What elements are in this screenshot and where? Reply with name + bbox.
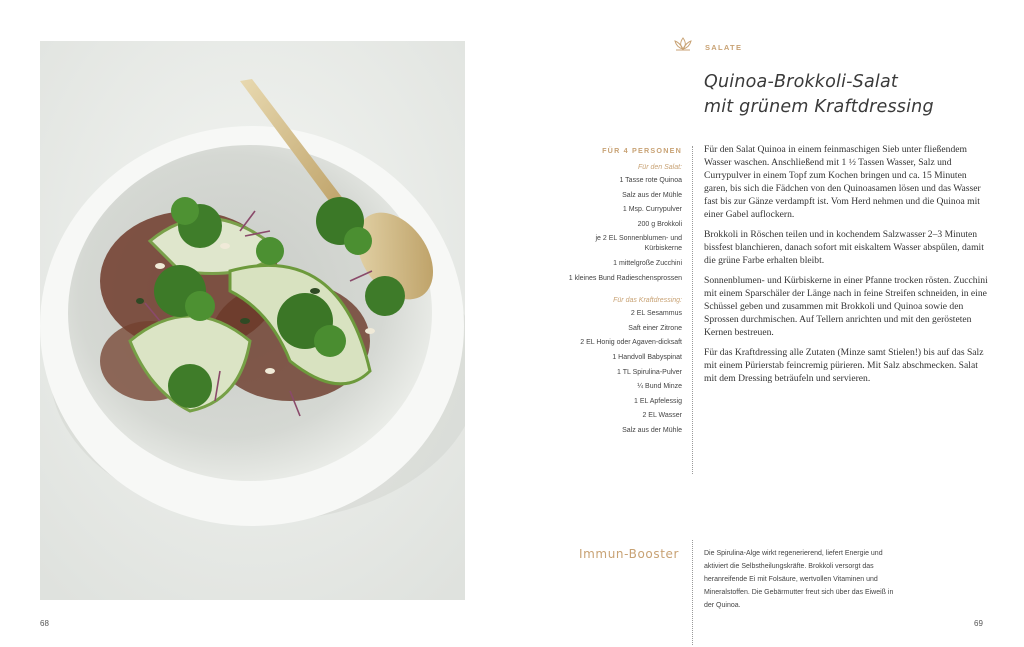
ingredient-item: Saft einer Zitrone bbox=[628, 324, 682, 332]
ingredient-item: Salz aus der Mühle bbox=[622, 426, 682, 434]
ingredient-item: je 2 EL Sonnenblumen- und Kürbiskerne bbox=[595, 235, 682, 253]
ingredient-item: 1 kleines Bund Radieschensprossen bbox=[568, 274, 682, 282]
salad-photo bbox=[40, 41, 465, 600]
ingredient-item: 2 EL Honig oder Agaven-dicksaft bbox=[580, 339, 682, 347]
page-number-right: 69 bbox=[974, 619, 983, 628]
instruction-paragraph: Brokkoli in Röschen teilen und in kochendem Salzwasser 2–3 Minuten bissfest blanchieren, danach sofort mit eiskaltem Wasser abspülen, damit die grüne Farbe erhalten bleibt. bbox=[704, 229, 984, 266]
ingredient-item: 2 EL Sesammus bbox=[630, 310, 682, 318]
title-line-2: mit grünem Kraftdressing bbox=[704, 97, 934, 117]
ingredient-item: ¼ Bund Minze bbox=[637, 383, 682, 391]
ingredient-item: 1 EL Apfelessig bbox=[634, 397, 682, 405]
servings-label: FÜR 4 PERSONEN bbox=[602, 146, 682, 155]
recipe-title bbox=[704, 70, 1004, 120]
ingredient-item: 2 EL Wasser bbox=[642, 412, 682, 420]
page-number-left: 68 bbox=[40, 619, 49, 628]
divider-line bbox=[692, 146, 693, 474]
title-line-1: Quinoa-Brokkoli-Salat bbox=[704, 72, 898, 92]
lotus-icon bbox=[673, 36, 693, 52]
ingredient-item: 1 mittelgroße Zucchini bbox=[613, 259, 682, 267]
dressing-heading: Für das Kraftdressing: bbox=[613, 297, 682, 305]
instruction-paragraph: Für das Kraftdressing alle Zutaten (Minze samt Stielen!) bis auf das Salz mit einem Pürierstab feincremig pürieren. Mit Salz abschmecken. Salat mit dem Dressing beträufeln und servieren. bbox=[704, 347, 984, 384]
instruction-paragraph: Für den Salat Quinoa in einem feinmaschigen Sieb unter fließendem Wasser waschen. Anschließend mit 1 ½ Tassen Wasser, Salz und Currypulver in einem Topf zum Kochen bringen und ca. 15 Minuten garen, bis sich die Fädchen von den Quinoasamen lösen und das Wasser fast bis zur Gänze verdampft ist. Vom Herd nehmen und die Quinoa mit einer Gabel auflockern. bbox=[704, 144, 981, 220]
section-label: SALATE bbox=[705, 43, 743, 52]
ingredient-item: 1 Handvoll Babyspinat bbox=[612, 353, 682, 361]
instructions bbox=[704, 143, 988, 392]
ingredient-item: 200 g Brokkoli bbox=[637, 220, 682, 228]
ingredient-item: 1 TL Spirulina-Pulver bbox=[617, 368, 682, 376]
salad-heading: Für den Salat: bbox=[638, 164, 682, 171]
ingredients-list bbox=[560, 146, 682, 441]
divider-line bbox=[692, 540, 693, 645]
ingredient-item: Salz aus der Mühle bbox=[622, 191, 682, 199]
booster-text: Die Spirulina-Alge wirkt regenerierend, liefert Energie und aktiviert die Selbstheilungskräfte. Brokkoli versorgt das heranreifende Ei mit Folsäure, wertvollen Vitaminen und Mineralstoffen. Die Gebärmutter freut sich über das Eiweiß in der Quinoa. bbox=[704, 550, 894, 609]
ingredient-item: 1 Msp. Currypulver bbox=[622, 206, 682, 214]
instruction-paragraph: Sonnenblumen- und Kürbiskerne in einer Pfanne trocken rösten. Zucchini mit einem Sparschäler der Länge nach in feine Streifen schneiden, in eine Schüssel geben und zusammen mit Brokkoli und Quinoa sowie den Sprossen durchmischen. Auf Tellern anrichten und mit den gerösteten Kernen bestreuen. bbox=[704, 275, 988, 338]
booster-title: Immun-Booster bbox=[579, 547, 680, 561]
ingredient-item: 1 Tasse rote Quinoa bbox=[619, 177, 682, 184]
